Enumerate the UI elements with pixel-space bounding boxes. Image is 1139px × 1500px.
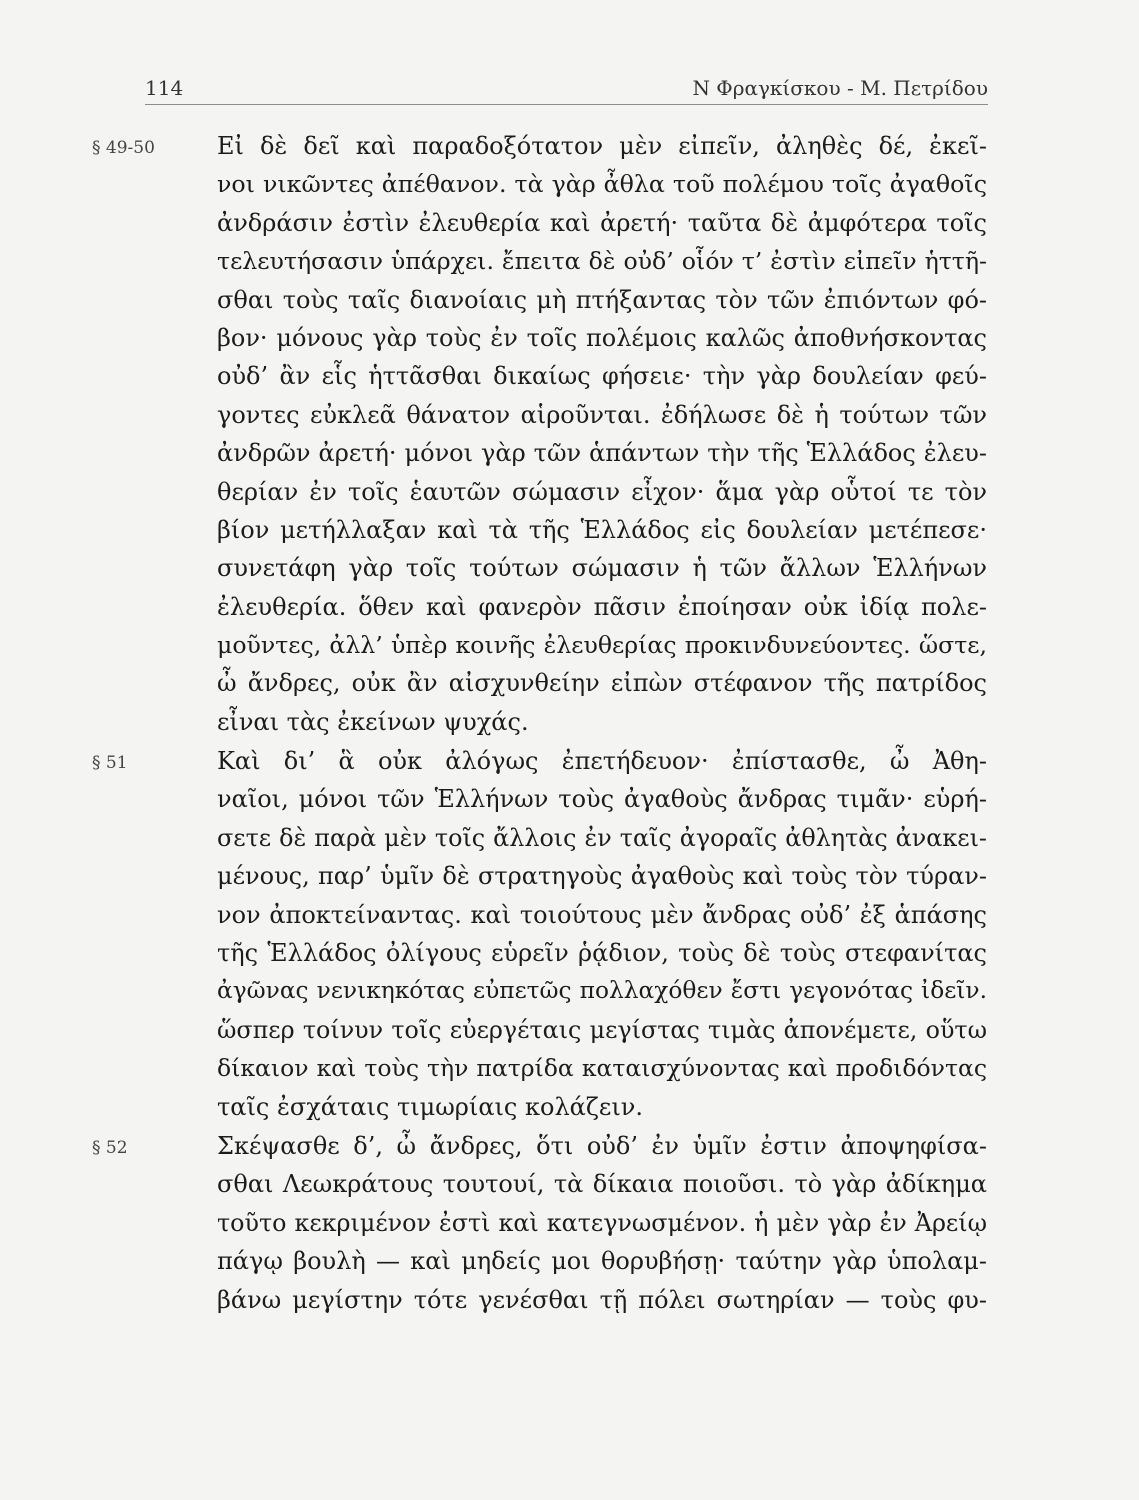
section-text [217, 127, 987, 741]
text-line: γοντες εὐκλεᾶ θάνατον αἱροῦνται. ἐδήλωσε δὲ ἡ τούτων τῶν [217, 400, 987, 429]
text-line: ναῖοι, μόνοι τῶν Ἑλλήνων τοὺς ἀγαθοὺς ἄνδρας τιμᾶν· εὑρή- [217, 785, 987, 814]
section-label: § 51 [92, 753, 128, 773]
text-line: τελευτήσασιν ὑπάρχει. ἔπειτα δὲ οὐδ’ οἷόν τ’ ἐστὶν εἰπεῖν ἡττῆ- [217, 247, 987, 276]
text-line: εἶναι τὰς ἐκείνων ψυχάς. [217, 707, 529, 736]
running-head-authors: Ν Φραγκίσκου - Μ. Πετρίδου [692, 76, 988, 100]
text-line: Σκέψασθε δ’, ὦ ἄνδρες, ὅτι οὐδ’ ἐν ὑμῖν ἐστιν ἀποψηφίσα- [217, 1132, 987, 1160]
text-line: δίκαιον καὶ τοὺς τὴν πατρίδα καταισχύνοντας καὶ προδιδόντας [217, 1054, 987, 1083]
text-line: ἀνδρῶν ἀρετή· μόνοι γὰρ τῶν ἁπάντων τὴν τῆς Ἑλλάδος ἐλευ- [217, 439, 987, 468]
text-line: τοῦτο κεκριμένον ἐστὶ καὶ κατεγνωσμένον. ἡ μὲν γὰρ ἐν Ἀρείῳ [217, 1208, 987, 1237]
text-line: βίον μετήλλαξαν καὶ τὰ τῆς Ἑλλάδος εἰς δουλείαν μετέπεσε· [217, 515, 987, 544]
section-text [217, 1127, 987, 1319]
text-line: πάγῳ βουλὴ — καὶ μηδείς μοι θορυβήσῃ· ταύτην γὰρ ὑπολαμ- [217, 1247, 987, 1276]
text-line: ταῖς ἐσχάταις τιμωρίαις κολάζειν. [217, 1092, 643, 1121]
section-label: § 52 [92, 1138, 128, 1158]
text-line: μοῦντες, ἀλλ’ ὑπὲρ κοινῆς ἐλευθερίας προκινδυνεύοντες. ὥστε, [217, 631, 987, 660]
text-line: βάνω μεγίστην τότε γενέσθαι τῇ πόλει σωτηρίαν — τοὺς φυ- [217, 1285, 987, 1314]
text-line: ὥσπερ τοίνυν τοῖς εὐεργέταις μεγίστας τιμὰς ἀπονέμετε, οὕτω [217, 1015, 987, 1044]
text-line: Καὶ δι’ ἃ οὐκ ἀλόγως ἐπετήδευον· ἐπίστασθε, ὦ Ἀθη- [217, 747, 987, 775]
text-line: βον· μόνους γὰρ τοὺς ἐν τοῖς πολέμοις καλῶς ἀποθνήσκοντας [217, 323, 987, 352]
running-header [145, 72, 988, 105]
text-line: σθαι τοὺς ταῖς διανοίαις μὴ πτήξαντας τὸν τῶν ἐπιόντων φό- [217, 285, 987, 314]
text-line: ἐλευθερία. ὅθεν καὶ φανερὸν πᾶσιν ἐποίησαν οὐκ ἰδίᾳ πολε- [217, 592, 987, 621]
text-line: τῆς Ἑλλάδος ὀλίγους εὑρεῖν ῥᾴδιον, τοὺς δὲ τοὺς στεφανίτας [217, 938, 987, 967]
section-label: § 49-50 [92, 138, 155, 158]
text-line: ἀνδράσιν ἐστὶν ἐλευθερία καὶ ἀρετή· ταῦτα δὲ ἀμφότερα τοῖς [217, 208, 987, 237]
text-line: νοι νικῶντες ἀπέθανον. τὰ γὰρ ἆθλα τοῦ πολέμου τοῖς ἀγαθοῖς [217, 170, 987, 199]
text-line: σετε δὲ παρὰ μὲν τοῖς ἄλλοις ἐν ταῖς ἀγοραῖς ἀθλητὰς ἀνακει- [217, 823, 987, 852]
text-line: Εἰ δὲ δεῖ καὶ παραδοξότατον μὲν εἰπεῖν, ἀληθὲς δέ, ἐκεῖ- [217, 132, 987, 160]
text-line: νον ἀποκτείναντας. καὶ τοιούτους μὲν ἄνδρας οὐδ’ ἐξ ἁπάσης [217, 900, 987, 929]
page-number: 114 [145, 76, 184, 100]
text-line: θερίαν ἐν τοῖς ἑαυτῶν σώμασιν εἶχον· ἅμα γὰρ οὗτοί τε τὸν [217, 477, 987, 506]
text-line: οὐδ’ ἂν εἷς ἡττᾶσθαι δικαίως φήσειε· τὴν γὰρ δουλείαν φεύ- [217, 362, 987, 391]
text-line: συνετάφη γὰρ τοῖς τούτων σώμασιν ἡ τῶν ἄλλων Ἑλλήνων [217, 554, 987, 583]
text-line: ἀγῶνας νενικηκότας εὐπετῶς πολλαχόθεν ἔστι γεγονότας ἰδεῖν. [217, 977, 987, 1005]
section-text [217, 742, 987, 1126]
text-line: σθαι Λεωκράτους τουτουί, τὰ δίκαια ποιοῦσι. τὸ γὰρ ἀδίκημα [217, 1170, 987, 1199]
text-line: μένους, παρ’ ὑμῖν δὲ στρατηγοὺς ἀγαθοὺς καὶ τοὺς τὸν τύραν- [217, 862, 987, 891]
text-line: ὦ ἄνδρες, οὐκ ἂν αἰσχυνθείην εἰπὼν στέφανον τῆς πατρίδος [217, 669, 987, 698]
